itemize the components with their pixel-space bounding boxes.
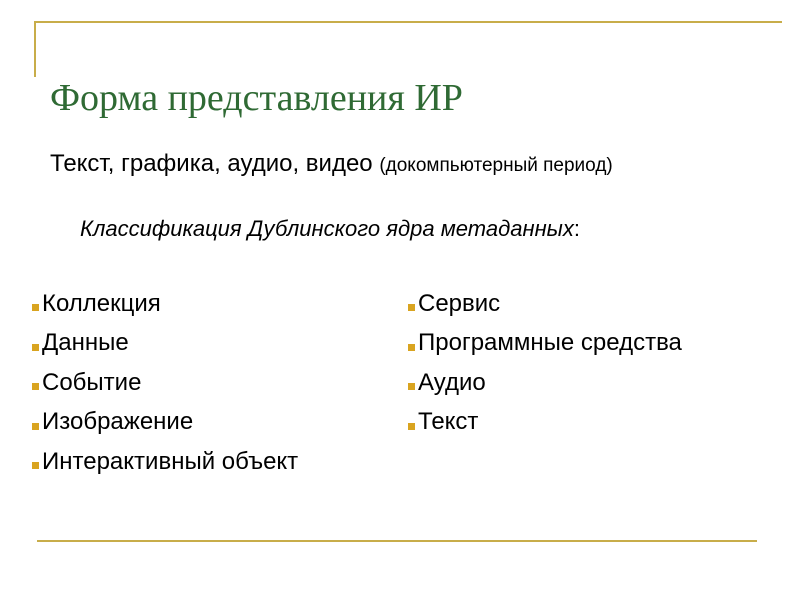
list-item-label: Событие xyxy=(42,368,142,396)
left-decorative-line xyxy=(34,21,36,77)
list-item-label: Интерактивный объект xyxy=(42,447,299,475)
list-item-label: Коллекция xyxy=(42,289,161,317)
list-item xyxy=(408,363,682,403)
subtitle-note: (докомпьютерный период) xyxy=(379,155,613,176)
list-item-label: Сервис xyxy=(418,289,501,317)
right-bullet-list xyxy=(408,284,682,442)
subtitle xyxy=(50,150,613,178)
classification-heading xyxy=(80,216,580,242)
top-decorative-line xyxy=(34,21,782,23)
square-bullet-icon xyxy=(408,383,415,390)
list-item xyxy=(408,284,682,324)
list-item-label: Аудио xyxy=(418,368,486,396)
list-item xyxy=(408,403,682,443)
list-item-label: Данные xyxy=(42,329,129,357)
list-item xyxy=(32,403,298,443)
square-bullet-icon xyxy=(32,344,39,351)
square-bullet-icon xyxy=(408,423,415,430)
classification-text: Классификация Дублинского ядра метаданных xyxy=(80,216,574,241)
square-bullet-icon xyxy=(32,462,39,469)
list-item xyxy=(32,442,298,482)
square-bullet-icon xyxy=(408,304,415,311)
list-item-label: Текст xyxy=(418,408,479,436)
subtitle-main: Текст, графика, аудио, видео xyxy=(50,150,373,177)
slide-title: Форма представления ИР xyxy=(50,77,463,119)
square-bullet-icon xyxy=(32,423,39,430)
list-item xyxy=(32,363,298,403)
list-item-label: Программные средства xyxy=(418,329,682,357)
square-bullet-icon xyxy=(32,383,39,390)
classification-colon: : xyxy=(573,216,580,241)
left-bullet-list xyxy=(32,284,298,482)
square-bullet-icon xyxy=(408,344,415,351)
square-bullet-icon xyxy=(32,304,39,311)
list-item-label: Изображение xyxy=(42,408,194,436)
list-item xyxy=(32,324,298,364)
bottom-decorative-line xyxy=(37,540,757,542)
list-item xyxy=(408,324,682,364)
list-item xyxy=(32,284,298,324)
